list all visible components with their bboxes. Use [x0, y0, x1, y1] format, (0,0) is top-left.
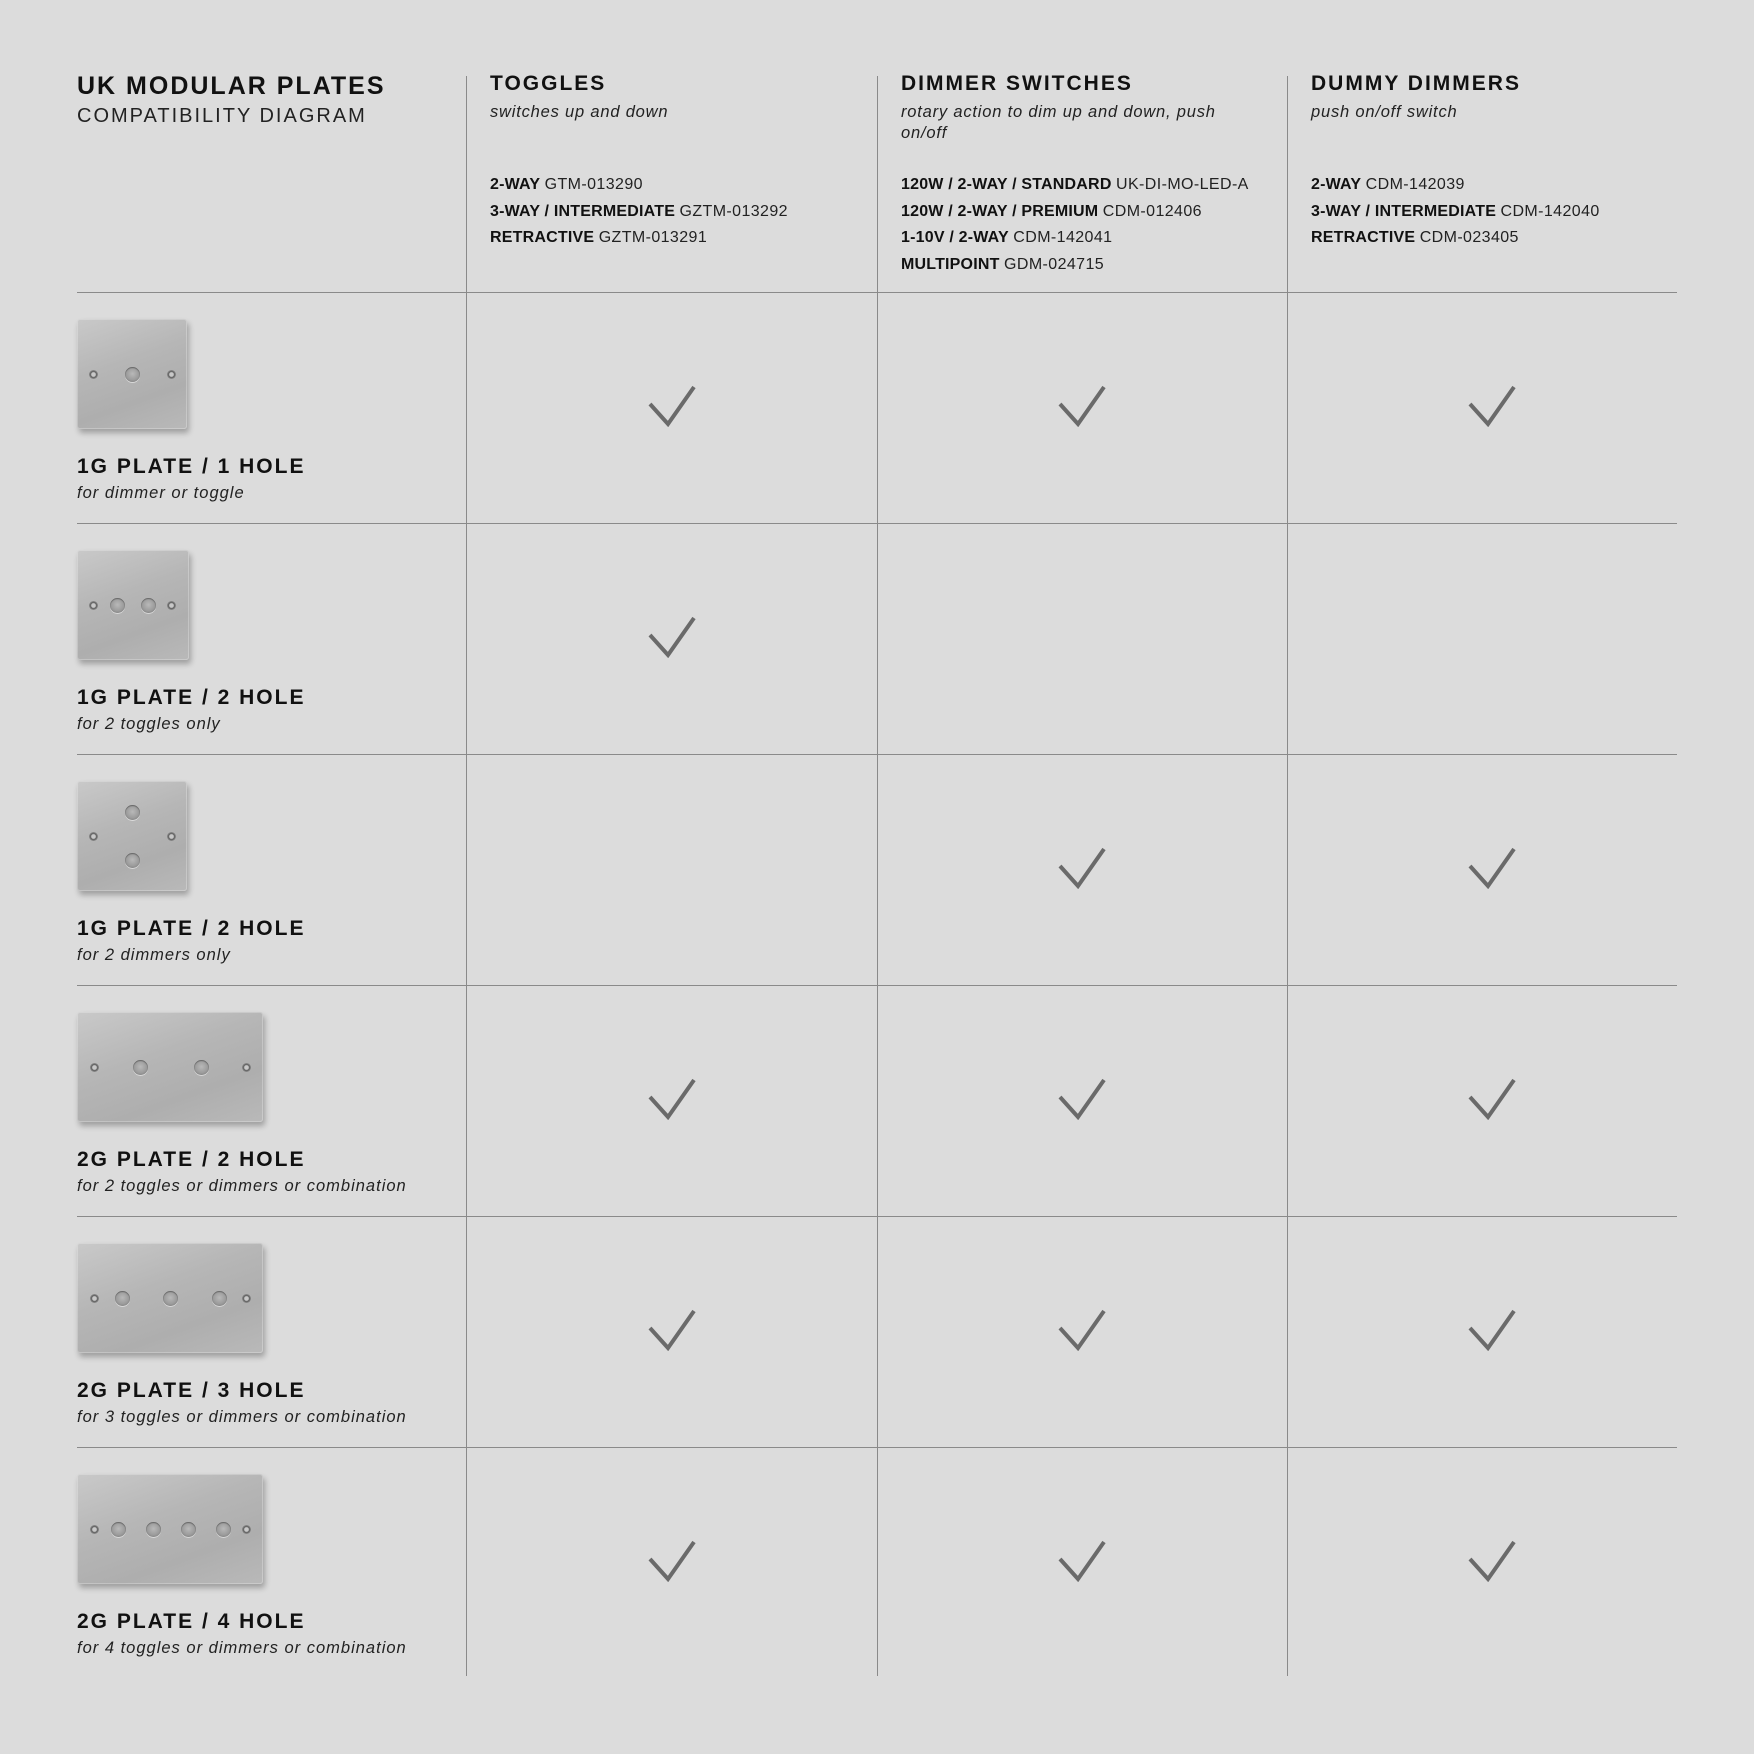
check-icon: [648, 1078, 696, 1120]
model-code: CDM-142040: [1500, 202, 1600, 220]
check-icon: [648, 385, 696, 427]
check-icon: [1468, 847, 1516, 889]
model-item: [901, 225, 1249, 252]
check-icon: [1058, 385, 1106, 427]
model-code: CDM-142039: [1365, 176, 1465, 193]
check-icon: [1468, 1309, 1516, 1351]
column-description: switches up and down: [490, 103, 669, 121]
model-label: 120W / 2-WAY / STANDARD: [901, 176, 1112, 193]
check-icon: [1058, 1078, 1106, 1120]
model-code: GZTM-013292: [679, 202, 788, 220]
model-code: GDM-024715: [1004, 255, 1105, 273]
model-item: [1311, 172, 1600, 199]
hole: [133, 1060, 148, 1075]
check-icon: [1058, 847, 1106, 889]
model-item: [490, 199, 788, 226]
column-header-dummy-dimmers: [1311, 72, 1691, 246]
plate-name: 2G PLATE / 4 HOLE: [77, 1610, 306, 1633]
screw: [89, 832, 98, 841]
screw: [90, 1525, 99, 1534]
model-label: 120W / 2-WAY / PREMIUM: [901, 202, 1099, 220]
column-description: rotary action to dim up and down, push on/off: [901, 103, 1216, 142]
column-header-dimmer-switches: [901, 72, 1281, 273]
plate-row: [0, 755, 1754, 986]
plate-row: [0, 1448, 1754, 1679]
model-code: UK-DI-MO-LED-A: [1116, 176, 1249, 193]
model-item: [490, 172, 788, 199]
model-list: [901, 172, 1249, 278]
screw: [167, 832, 176, 841]
plate-image-2g-2hole: [77, 1012, 263, 1122]
check-icon: [1468, 1540, 1516, 1582]
plate-image-1g-2hole-vertical: [77, 781, 187, 891]
column-name: TOGGLES: [490, 72, 607, 95]
column-header-toggles: [490, 72, 870, 246]
hole: [216, 1522, 231, 1537]
hole: [212, 1291, 227, 1306]
plate-description: for 2 toggles only: [77, 715, 221, 733]
hole: [110, 598, 125, 613]
model-label: 1-10V / 2-WAY: [901, 229, 1009, 246]
hole: [141, 598, 156, 613]
plate-image-1g-1hole: [77, 319, 187, 429]
model-item: [490, 225, 788, 252]
model-label: MULTIPOINT: [901, 255, 1000, 273]
screw: [90, 1294, 99, 1303]
hole: [194, 1060, 209, 1075]
column-name: DIMMER SWITCHES: [901, 72, 1133, 95]
model-list: [490, 172, 788, 252]
column-name: DUMMY DIMMERS: [1311, 72, 1521, 95]
plate-image-1g-2hole-horizontal: [77, 550, 189, 660]
plate-image-2g-4hole: [77, 1474, 263, 1584]
screw: [167, 370, 176, 379]
check-icon: [648, 616, 696, 658]
model-item: [1311, 225, 1600, 252]
check-icon: [1468, 1078, 1516, 1120]
check-icon: [1058, 1309, 1106, 1351]
plate-row: [0, 524, 1754, 755]
hole: [163, 1291, 178, 1306]
plate-name: 1G PLATE / 2 HOLE: [77, 917, 306, 940]
hole: [115, 1291, 130, 1306]
model-item: [901, 252, 1249, 279]
plate-name: 2G PLATE / 3 HOLE: [77, 1379, 306, 1402]
screw: [89, 601, 98, 610]
check-icon: [1468, 385, 1516, 427]
plate-name: 1G PLATE / 1 HOLE: [77, 455, 306, 478]
plate-description: for 2 dimmers only: [77, 946, 231, 964]
model-label: 3-WAY / INTERMEDIATE: [490, 202, 676, 220]
plate-row: [0, 986, 1754, 1217]
plate-row: [0, 293, 1754, 524]
hole: [146, 1522, 161, 1537]
model-code: CDM-012406: [1102, 202, 1202, 220]
column-description: push on/off switch: [1311, 103, 1458, 121]
plate-description: for 4 toggles or dimmers or combination: [77, 1639, 407, 1657]
model-list: [1311, 172, 1600, 252]
plate-description: for 2 toggles or dimmers or combination: [77, 1177, 407, 1195]
hole: [125, 805, 140, 820]
check-icon: [1058, 1540, 1106, 1582]
model-item: [1311, 199, 1600, 226]
hole: [111, 1522, 126, 1537]
check-icon: [648, 1309, 696, 1351]
screw: [242, 1063, 251, 1072]
check-icon: [648, 1540, 696, 1582]
plate-name: 1G PLATE / 2 HOLE: [77, 686, 306, 709]
model-code: CDM-142041: [1013, 229, 1113, 246]
hole: [181, 1522, 196, 1537]
page-subtitle: COMPATIBILITY DIAGRAM: [77, 105, 367, 127]
model-item: [901, 199, 1249, 226]
model-code: GTM-013290: [544, 176, 643, 193]
screw: [89, 370, 98, 379]
model-code: GZTM-013291: [598, 229, 708, 246]
screw: [167, 601, 176, 610]
model-label: 2-WAY: [490, 176, 541, 193]
model-item: [901, 172, 1249, 199]
hole: [125, 853, 140, 868]
title-block: [77, 72, 386, 128]
plate-image-2g-3hole: [77, 1243, 263, 1353]
plate-description: for 3 toggles or dimmers or combination: [77, 1408, 407, 1426]
screw: [242, 1525, 251, 1534]
page-title: UK MODULAR PLATES: [77, 72, 386, 100]
plate-name: 2G PLATE / 2 HOLE: [77, 1148, 306, 1171]
model-code: CDM-023405: [1419, 229, 1519, 246]
model-label: 2-WAY: [1311, 176, 1362, 193]
model-label: RETRACTIVE: [490, 229, 595, 246]
model-label: 3-WAY / INTERMEDIATE: [1311, 202, 1497, 220]
plate-row: [0, 1217, 1754, 1448]
screw: [90, 1063, 99, 1072]
plate-description: for dimmer or toggle: [77, 484, 245, 502]
model-label: RETRACTIVE: [1311, 229, 1416, 246]
screw: [242, 1294, 251, 1303]
hole: [125, 367, 140, 382]
